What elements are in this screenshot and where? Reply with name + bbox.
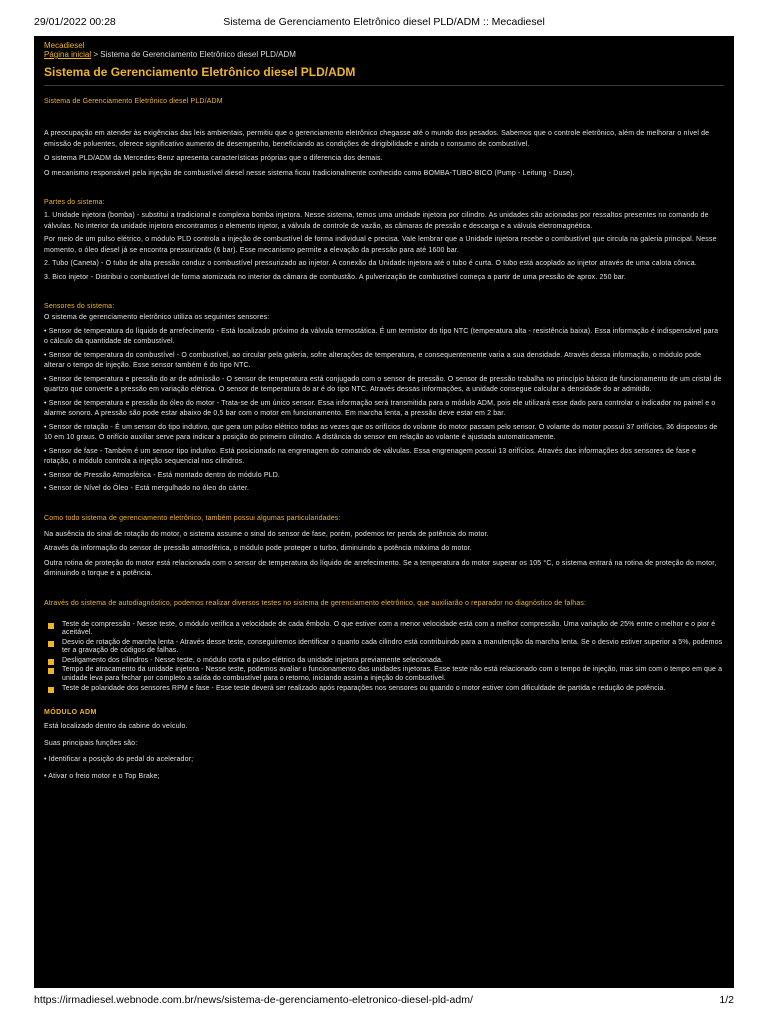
- adm-section: [44, 722, 724, 782]
- square-bullet-icon: [48, 668, 54, 674]
- parts-paragraph: 2. Tubo (Caneta) - O tubo de alta pressão conduz o combustível pressurizado ao injetor. A conexão da Unidade injetora até o tubo é curta. O tubo está acoplado ao injetor através de uma calota cônica.: [44, 260, 697, 267]
- page-number: 1/2: [719, 994, 734, 1006]
- sensor-item: • Sensor de fase - Também é um sensor tipo indutivo. Está posicionado na engrenagem do comando de válvulas. Essa engrenagem possui 13 orifícios. Através das informações dos sensores de fase e rotação, o módulo controla a injeção sequencial nos cilindros.: [44, 447, 696, 465]
- sensor-item: • Sensor de temperatura e pressão do óleo do motor - Trata-se de um único sensor. Essa informação será transmitida para o módulo ADM, pois ele utilizará esse dado para controlar o indicador no painel e o alarme sonoro. A pressão são pode estar abaixo de 0,5 bar com o motor em funcionamento. Em marcha lenta, a pressão deve estar em 2 bar.: [44, 399, 716, 417]
- print-header: [34, 16, 734, 30]
- page-title: Sistema de Gerenciamento Eletrônico diesel PLD/ADM: [44, 65, 356, 79]
- peculiarities-section: [44, 530, 724, 580]
- list-item: [44, 685, 724, 694]
- adm-paragraph: Está localizado dentro da cabine do veículo.: [44, 723, 188, 731]
- peculiarity-paragraph: Na ausência do sinal de rotação do motor, o sistema assume o sinal do sensor de fase, porém, podemos ter perda de potência do motor.: [44, 530, 489, 538]
- diagnostic-test-text: Tempo de atracamento da unidade injetora - Nesse teste, podemos avaliar o funcionamento das unidades injetoras. Esse teste não está relacionado com o tempo de injeção, mas sim com o tempo em que a unidade leva para fechar por completo a saída do combustível para o retorno, iniciando assim a injeção do combustível.: [62, 666, 723, 683]
- square-bullet-icon: [48, 623, 54, 629]
- adm-heading: MÓDULO ADM: [44, 709, 97, 717]
- breadcrumb-home-link[interactable]: Página inicial: [44, 50, 92, 59]
- diagnostic-heading: Através do sistema de autodiagnóstico, podemos realizar diversos testes no sistema de gerenciamento eletrônico, que auxiliarão o reparador no diagnóstico de falhas:: [44, 599, 587, 607]
- print-date: 29/01/2022 00:28: [34, 16, 116, 28]
- intro-paragraph: O sistema PLD/ADM da Mercedes-Benz apresenta características próprias que o diferencia dos demais.: [44, 155, 383, 162]
- list-item: [44, 657, 724, 666]
- list-item: [44, 621, 724, 638]
- intro-paragraph: O mecanismo responsável pela injeção de combustível diesel nesse sistema ficou tradicionalmente conhecido como BOMBA-TUBO-BICO (Pump - Leitung - Duse).: [44, 169, 575, 177]
- square-bullet-icon: [48, 641, 54, 647]
- parts-paragraph: 1. Unidade injetora (bomba) - substitui a tradicional e complexa bomba injetora. Nesse sistema, temos uma unidade injetora por cilindro. As unidades são acionadas por ressaltos presentes no comando de válvulas. No interior da unidade injetora encontramos o elemento injetor, a válvula de controle de vazão, as câmaras de pressão e descarga e a válvula eletromagnética.: [44, 212, 709, 230]
- adm-paragraph: Suas principais funções são:: [44, 739, 138, 747]
- sensor-item: • Sensor de Nível do Óleo - Está mergulhado no óleo do cárter.: [44, 485, 250, 492]
- intro-section: [44, 129, 724, 179]
- peculiarity-paragraph: Outra rotina de proteção do motor está relacionada com o sensor de temperatura do líquido de arrefecimento. Se a temperatura do motor superar os 105 °C, o sistema entrará na rotina de proteção do motor, diminuindo o torque e a potência.: [44, 559, 717, 577]
- adm-function-item: • Identificar a posição do pedal do acelerador;: [44, 756, 194, 764]
- list-item: [44, 666, 724, 683]
- sensor-item: • Sensor de rotação - É um sensor do tipo indutivo, que gera um pulso elétrico todas as vezes que os orifícios do volante do motor passam pelo sensor. O volante do motor possui 37 orifícios, 36 dispostos de 10 em 10 graus. O orifício auxiliar serve para indicar a posição do primeiro cilindro. A distância do sensor em relação ao volante é ajustada automaticamente.: [44, 423, 718, 441]
- parts-section: [44, 211, 724, 283]
- diagnostic-test-text: Desligamento dos cilindros - Nesse teste, o módulo corta o pulso elétrico da unidade injetora previamente selecionada.: [62, 656, 444, 664]
- parts-paragraph: Por meio de um pulso elétrico, o módulo PLD controla a injeção de combustível de forma individual e precisa. Vale lembrar que a Unidade injetora recebe o combustível que circula na galeria principal. Nesse momento, o óleo diesel já se encontra pressurizado (6 bar). Esse mecanismo permite a elevação da pressão para até 1600 bar.: [44, 236, 717, 254]
- sensor-item: • Sensor de temperatura do líquido de arrefecimento - Está localizado próximo da válvula termostática. É um termistor do tipo NTC (temperatura alta - resistência baixa). Essa informação é indispensável para o cálculo da quantidade de combustível.: [44, 327, 719, 345]
- diagnostic-test-text: Teste de polaridade dos sensores RPM e fase - Esse teste deverá ser realizado após reparações nos sensores ou quando o motor estiver com dificuldade de partida e redução de potência.: [62, 684, 666, 692]
- square-bullet-icon: [48, 659, 54, 665]
- adm-function-item: • Ativar o freio motor e o Top Brake;: [44, 772, 160, 780]
- print-title: Sistema de Gerenciamento Eletrônico diesel PLD/ADM :: Mecadiesel: [223, 16, 545, 28]
- parts-heading: Partes do sistema:: [44, 199, 105, 206]
- list-item: [44, 639, 724, 656]
- sensor-item: • Sensor de Pressão Atmosférica - Está montado dentro do módulo PLD.: [44, 471, 280, 479]
- peculiarity-paragraph: Através da informação do sensor de pressão atmosférica, o módulo pode proteger o turbo, diminuindo a potência máxima do motor.: [44, 545, 472, 552]
- sensors-section: [44, 313, 724, 495]
- print-url: https://irmadiesel.webnode.com.br/news/sistema-de-gerenciamento-eletronico-diesel-pld-adm/: [34, 994, 473, 1006]
- site-name: Mecadiesel: [44, 41, 85, 50]
- peculiarities-heading: Como todo sistema de gerenciamento eletrônico, também possui algumas particularidades:: [44, 514, 341, 522]
- sensor-item: • Sensor de temperatura e pressão do ar de admissão - O sensor de temperatura está conjugado com o sensor de pressão. O sensor de pressão trabalha no princípio básico de funcionamento de um cristal de quartzo que converte a pressão em variação elétrica. O sensor de temperatura do ar é do tipo NTC. Através dessas informações, a unidade consegue calcular a densidade do ar admitido.: [44, 375, 722, 393]
- title-divider: [44, 85, 724, 86]
- sensors-heading: Sensores do sistema:: [44, 303, 115, 310]
- square-bullet-icon: [48, 687, 54, 693]
- diagnostic-test-list: [44, 621, 724, 694]
- breadcrumb-current: > Sistema de Gerenciamento Eletrônico diesel PLD/ADM: [91, 50, 296, 59]
- sensor-item: • Sensor de temperatura do combustível - O combustível, ao circular pela galeria, sofre alterações de temperatura, e consequentemente varia a sua densidade. Através dessa informação, o módulo pode alterar o tempo de injeção. Esse sensor também é do tipo NTC.: [44, 351, 702, 369]
- diagnostic-test-text: Desvio de rotação de marcha lenta - Através desse teste, conseguiremos identificar o quanto cada cilindro está contribuindo para a manutenção da marcha lenta. Se o desvio estiver superior a 5%, podemos ter a gravação de códigos de falhas.: [62, 638, 723, 655]
- article-subtitle: Sistema de Gerenciamento Eletrônico diesel PLD/ADM: [44, 98, 223, 105]
- intro-paragraph: A preocupação em atender às exigências das leis ambientais, permitiu que o gerenciamento eletrônico chegasse até o mundo dos pesados. Sabemos que o controle eletrônico, além de melhorar o nível de emissão de poluentes, oferece significativo aumento de desempenho, beneficiando as condições de dirigibilidade e ainda o consumo de combustível.: [44, 130, 710, 148]
- sensors-intro: O sistema de gerenciamento eletrônico utiliza os seguintes sensores:: [44, 314, 270, 321]
- diagnostic-test-text: Teste de compressão - Nesse teste, o módulo verifica a velocidade de cada êmbolo. O que estiver com a menor velocidade está com a melhor compressão. Uma variação de 25% entre o melhor e o pior é aceitável.: [62, 620, 716, 637]
- parts-paragraph: 3. Bico injetor - Distribui o combustível de forma atomizada no interior da câmara de combustão. A pulverização de combustível começa a partir de uma pressão de aprox. 250 bar.: [44, 273, 627, 281]
- breadcrumb: [44, 50, 724, 59]
- article-page: [34, 36, 734, 988]
